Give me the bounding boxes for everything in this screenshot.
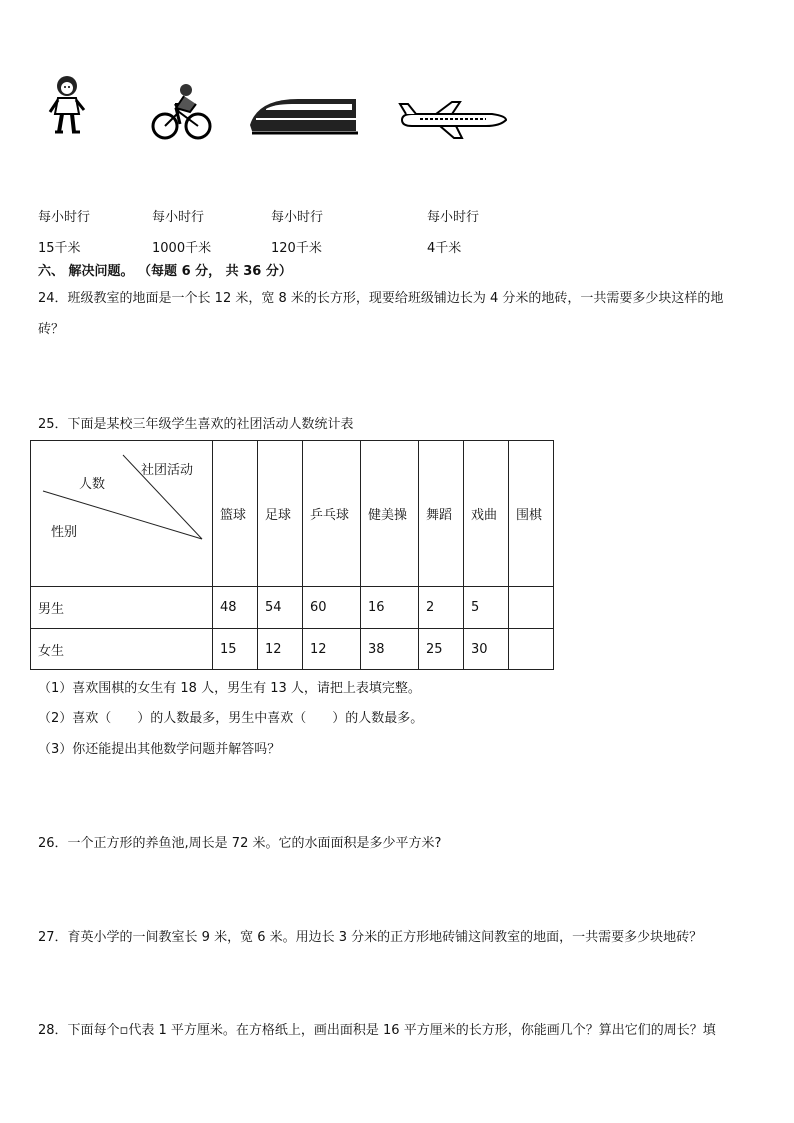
- walking-child-icon: [44, 74, 90, 138]
- table-header-row: [31, 441, 554, 587]
- column-header: 足球: [258, 441, 303, 587]
- corner-label-count: 人数: [79, 477, 106, 492]
- table-row: [31, 587, 554, 629]
- question-24-line2: 砖？: [38, 322, 65, 337]
- table-cell: 54: [258, 587, 303, 629]
- table-cell: 12: [303, 629, 361, 670]
- activity-stats-table: [30, 440, 554, 670]
- speed-value-3: 120千米: [271, 241, 322, 256]
- airplane-icon: [396, 100, 508, 140]
- speed-label-2: 每小时行: [152, 210, 205, 225]
- table-cell: 12: [258, 629, 303, 670]
- question-26: 26．一个正方形的养鱼池,周长是 72 米。它的水面面积是多少平方米?: [38, 836, 442, 851]
- speed-label-1: 每小时行: [38, 210, 91, 225]
- question-28: 28．下面每个▫代表 1 平方厘米。在方格纸上，画出面积是 16 平方厘米的长方形，你能画几个？算出它们的周长？填: [38, 1023, 716, 1038]
- table-row: [31, 629, 554, 670]
- column-header: 篮球: [213, 441, 258, 587]
- column-header: 舞蹈: [419, 441, 464, 587]
- table-cell: 38: [361, 629, 419, 670]
- train-icon: [248, 95, 360, 137]
- column-header: 健美操: [361, 441, 419, 587]
- table-corner-cell: [31, 441, 213, 587]
- table-cell: 30: [464, 629, 509, 670]
- speed-label-3: 每小时行: [271, 210, 324, 225]
- table-cell: 25: [419, 629, 464, 670]
- section-heading: 六、 解决问题。 （每题 6 分， 共 36 分）: [38, 264, 292, 279]
- column-header: 围棋: [509, 441, 554, 587]
- corner-label-activity: 社团活动: [141, 463, 194, 478]
- column-header: 乒乓球: [303, 441, 361, 587]
- speed-value-4: 4千米: [427, 241, 462, 256]
- table-cell: 15: [213, 629, 258, 670]
- table-cell: 2: [419, 587, 464, 629]
- speed-value-2: 1000千米: [152, 241, 212, 256]
- question-25-sub3: （3）你还能提出其他数学问题并解答吗？: [38, 742, 281, 757]
- corner-label-gender: 性别: [51, 525, 78, 540]
- row-label: 女生: [31, 629, 213, 670]
- question-27: 27．育英小学的一间教室长 9 米，宽 6 米。用边长 3 分米的正方形地砖铺这间教室的地面，一共需要多少块地砖？: [38, 930, 703, 945]
- question-25-intro: 25．下面是某校三年级学生喜欢的社团活动人数统计表: [38, 417, 354, 432]
- table-cell: 48: [213, 587, 258, 629]
- table-cell: 5: [464, 587, 509, 629]
- question-24-line1: 24．班级教室的地面是一个长 12 米，宽 8 米的长方形，现要给班级铺边长为 4 分米的地砖，一共需要多少块这样的地: [38, 291, 724, 306]
- speed-value-1: 15千米: [38, 241, 81, 256]
- cyclist-icon: [150, 80, 212, 142]
- question-25-sub2: （2）喜欢（ ）的人数最多，男生中喜欢（ ）的人数最多。: [38, 711, 424, 726]
- speed-label-4: 每小时行: [427, 210, 480, 225]
- table-cell: 16: [361, 587, 419, 629]
- row-label: 男生: [31, 587, 213, 629]
- table-cell-blank[interactable]: [509, 587, 554, 629]
- column-header: 戏曲: [464, 441, 509, 587]
- table-cell: 60: [303, 587, 361, 629]
- question-25-sub1: （1）喜欢围棋的女生有 18 人，男生有 13 人，请把上表填完整。: [38, 681, 421, 696]
- table-cell-blank[interactable]: [509, 629, 554, 670]
